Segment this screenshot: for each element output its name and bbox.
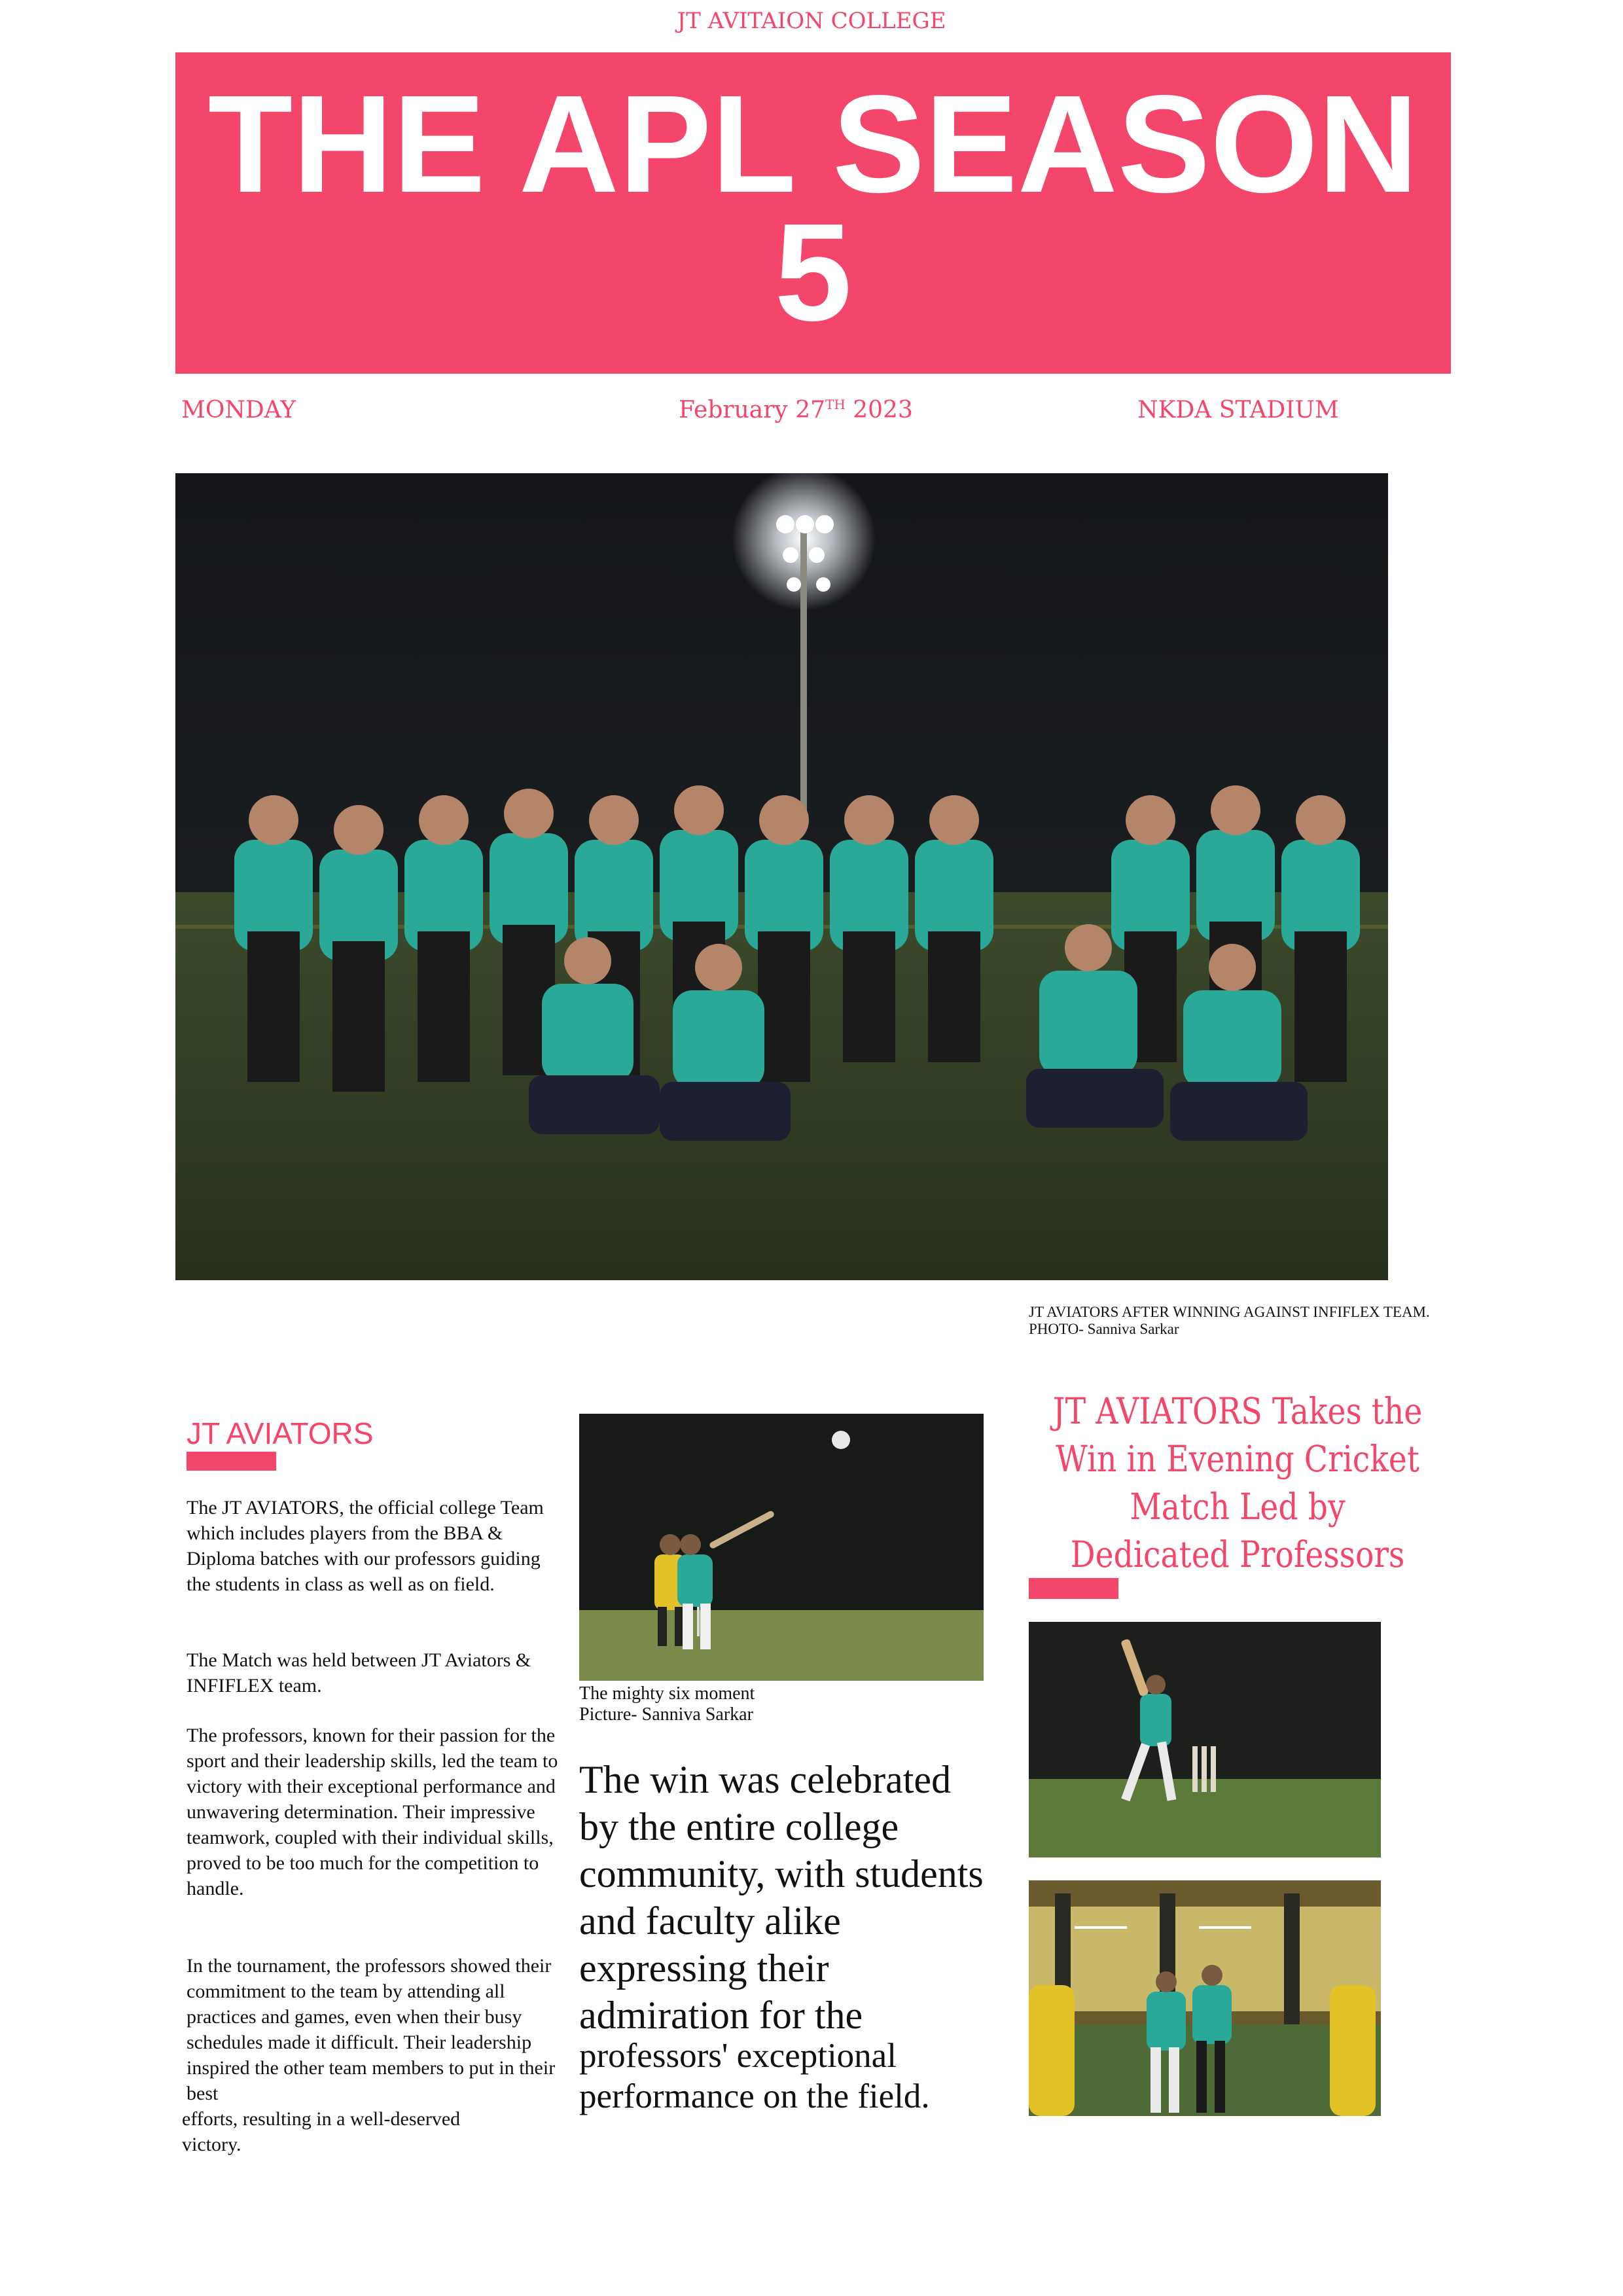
article-paragraph: The JT AVIATORS, the official college Team which includes players from the BBA & Diploma batches with our professors guiding the students in class as well as on field. — [187, 1497, 544, 1595]
college-name: JT AVITAION COLLEGE — [677, 8, 946, 34]
six-caption-credit: Picture- Sanniva Sarkar — [579, 1704, 753, 1725]
headline-accent-bar — [1029, 1578, 1118, 1599]
article-headline: JT AVIATORS Takes the Win in Evening Cricket Match Led by Dedicated Professors — [1052, 1390, 1423, 1575]
date-year: 2023 — [845, 397, 913, 423]
team-group-photo — [175, 473, 1388, 1280]
batting-photo-illustration — [1029, 1622, 1381, 1857]
team-photo-illustration — [175, 473, 1388, 1280]
six-photo-illustration — [579, 1414, 984, 1681]
date-suffix: TH — [825, 397, 846, 412]
celebration-photo-illustration — [1029, 1880, 1381, 2116]
issue-day: MONDAY — [181, 397, 296, 423]
article-paragraph: efforts, resulting in a well-deserved victory. — [182, 2108, 461, 2155]
date-main: February 27 — [679, 397, 826, 423]
pull-quote: The win was celebrated by the entire college community, with students and faculty alike expressing their admiration for the — [579, 1758, 984, 2037]
six-moment-photo — [579, 1414, 984, 1681]
heading-accent-bar — [187, 1452, 276, 1471]
batting-photo — [1029, 1622, 1381, 1857]
section-heading: JT AVIATORS — [187, 1416, 374, 1450]
main-photo-caption: JT AVIATORS AFTER WINNING AGAINST INFIFLEX TEAM. PHOTO- Sanniva Sarkar — [1029, 1304, 1430, 1337]
title-banner — [175, 52, 1451, 374]
issue-date — [679, 397, 913, 423]
pull-quote-end: professors' exceptional performance on the field. — [579, 2037, 930, 2115]
celebration-photo — [1029, 1880, 1381, 2116]
article-paragraph: In the tournament, the professors showed their commitment to the team by attending all practices and games, even when their busy schedules made it difficult. Their leadership inspired the other team members to put in their best — [187, 1955, 556, 2104]
six-caption-line: The mighty six moment — [579, 1683, 755, 1704]
article-paragraph: The professors, known for their passion for the sport and their leadership skills, led the team to victory with their exceptional performance and unwavering determination. Their impressive teamwork, coupled with their individual skills, proved to be too much for the competition to handle. — [187, 1725, 558, 1899]
venue: NKDA STADIUM — [1137, 397, 1339, 423]
article-paragraph: The Match was held between JT Aviators & INFIFLEX team. — [187, 1649, 531, 1696]
page-title: THE APL SEASON 5 — [207, 65, 1419, 350]
six-photo-caption — [579, 1683, 755, 1725]
